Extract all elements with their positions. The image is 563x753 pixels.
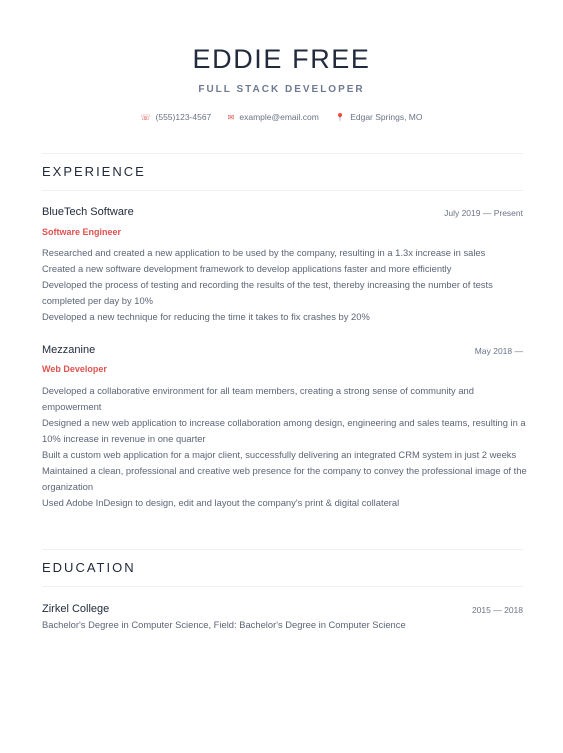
experience-heading: EXPERIENCE xyxy=(42,164,146,179)
candidate-title: FULL STACK DEVELOPER xyxy=(198,84,365,95)
education-dates: 2015 — 2018 xyxy=(471,605,523,615)
email-text: example@email.com xyxy=(239,112,319,122)
job-dates: May 2018 — xyxy=(474,346,523,356)
contact-bar xyxy=(0,112,563,122)
bullet-item: Designed a new web application to increase collaboration among design, engineering and sales teams, resulting in a 10% increase in revenue in one quarter xyxy=(42,417,526,444)
location-pin-icon: 📍 xyxy=(335,113,346,122)
bullet-item: Used Adobe InDesign to design, edit and layout the company's print & digital collateral xyxy=(42,497,400,508)
email-icon: ✉ xyxy=(227,113,235,122)
bullet-item: Developed a collaborative environment for all team members, creating a strong sense of community and empowerment xyxy=(42,385,474,412)
job-role: Web Developer xyxy=(42,364,107,374)
location-text: Edgar Springs, MO xyxy=(350,112,423,122)
degree-text: Bachelor's Degree in Computer Science, Field: Bachelor's Degree in Computer Science xyxy=(42,619,406,630)
bullet-item: Researched and created a new application to be used by the company, resulting in a 1.3x increase in sales xyxy=(42,247,486,258)
job-role: Software Engineer xyxy=(42,227,122,237)
job-dates: July 2019 — Present xyxy=(444,208,523,218)
bullet-item: Developed the process of testing and recording the results of the test, thereby increasing the number of tests completed per day by 10% xyxy=(42,279,493,306)
divider xyxy=(42,190,523,191)
contact-email xyxy=(228,112,319,122)
job-bullets xyxy=(42,245,527,325)
phone-text: (555)123-4567 xyxy=(155,112,212,122)
contact-phone xyxy=(141,112,212,122)
job-bullets xyxy=(42,383,527,511)
job-company: BlueTech Software xyxy=(42,206,134,218)
bullet-item: Developed a new technique for reducing the time it takes to fix crashes by 20% xyxy=(42,311,370,322)
candidate-name: EDDIE FREE xyxy=(192,44,371,74)
education-heading: EDUCATION xyxy=(42,560,136,575)
job-company: Mezzanine xyxy=(42,344,96,356)
bullet-item: Built a custom web application for a major client, successfully delivering an integrated CRM system in just 2 weeks xyxy=(42,449,517,460)
school-name: Zirkel College xyxy=(42,603,110,615)
divider xyxy=(42,549,523,550)
divider xyxy=(42,153,523,154)
phone-icon: ☏ xyxy=(140,113,151,122)
divider xyxy=(42,586,523,587)
bullet-item: Created a new software development framework to develop applications faster and more efficiently xyxy=(42,263,452,274)
contact-location xyxy=(335,112,422,122)
bullet-item: Maintained a clean, professional and creative web presence for the company to convey the professional image of the organization xyxy=(42,465,527,492)
